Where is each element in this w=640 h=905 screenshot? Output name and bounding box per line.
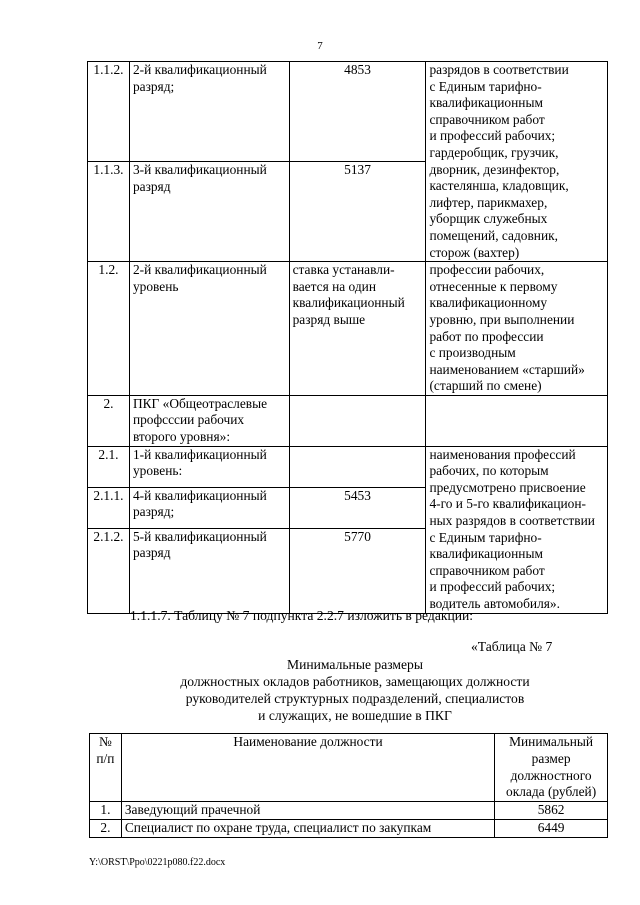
row-number: 2.	[88, 395, 130, 446]
row-number: 2.1.2.	[88, 528, 130, 613]
position-name: 2-й квалификационный разряд;	[129, 62, 289, 162]
salary-value	[289, 446, 426, 487]
position-name: Специалист по охране труда, специалист по закупкам	[121, 819, 494, 837]
row-number: 2.1.	[88, 446, 130, 487]
table-row	[90, 819, 608, 837]
profession-note: разрядов в соответствии с Единым тарифно- квалификационным справочником работ и профессий рабочих; гардеробщик, грузчик, дворник, дезинфектор, кастелянша, кладовщик, лифтер, парикмахер, уборщик служебных помещений, садовник, сторож (вахтер)	[426, 62, 608, 262]
profession-note: наименования профессий рабочих, по которым предусмотрено присвоение 4-го и 5-го квалификацион- ных разрядов в соответствии с Единым тарифно- квалификационным справочником работ и профессий рабочих; водитель автомобиля».	[426, 446, 608, 613]
table-title: Минимальные размеры должностных окладов работников, замещающих должности руководителей структурных подразделений, специалистов и служащих, не вошедшие в ПКГ	[180, 657, 530, 723]
position-name: Заведующий прачечной	[121, 802, 494, 820]
header-salary: Минимальный размер должностного оклада (рублей)	[495, 734, 608, 802]
profession-note	[426, 395, 608, 446]
table-row	[88, 446, 608, 487]
salary-value: 5137	[289, 162, 426, 262]
salary-value	[289, 395, 426, 446]
instruction-paragraph: 1.1.1.7. Таблицу № 7 подпункта 2.2.7 изложить в редакции:	[130, 608, 474, 623]
header-position: Наименование должности	[121, 734, 494, 802]
salary-value: ставка устанавли- вается на один квалификационный разряд выше	[289, 262, 426, 396]
salary-value: 5770	[289, 528, 426, 613]
table-header-row	[90, 734, 608, 802]
row-number: 1.1.2.	[88, 62, 130, 162]
table-label: «Таблица № 7	[471, 639, 553, 654]
table-row	[88, 262, 608, 396]
profession-note: профессии рабочих, отнесенные к первому квалификационному уровню, при выполнении работ по профессии с производным наименованием «старший» (старший по смене)	[426, 262, 608, 396]
row-number: 1.1.3.	[88, 162, 130, 262]
page-number: 7	[317, 40, 323, 52]
position-name: 2-й квалификационный уровень	[129, 262, 289, 396]
salary-value: 6449	[495, 819, 608, 837]
position-name: 1-й квалификационный уровень:	[129, 446, 289, 487]
header-number: № п/п	[90, 734, 122, 802]
qualification-table	[87, 61, 608, 614]
row-number: 2.	[90, 819, 122, 837]
table-row	[88, 62, 608, 162]
position-name: 4-й квалификационный разряд;	[129, 487, 289, 528]
salary-table	[89, 733, 608, 838]
row-number: 1.2.	[88, 262, 130, 396]
position-name: ПКГ «Общеотраслевые профсссии рабочих второго уровня»:	[129, 395, 289, 446]
position-name: 3-й квалификационный разряд	[129, 162, 289, 262]
position-name: 5-й квалификационный разряд	[129, 528, 289, 613]
table-row	[88, 395, 608, 446]
row-number: 1.	[90, 802, 122, 820]
salary-value: 5862	[495, 802, 608, 820]
file-path-footer: Y:\ORST\Ppo\0221p080.f22.docx	[89, 857, 226, 868]
salary-value: 4853	[289, 62, 426, 162]
row-number: 2.1.1.	[88, 487, 130, 528]
table-row	[90, 802, 608, 820]
salary-value: 5453	[289, 487, 426, 528]
